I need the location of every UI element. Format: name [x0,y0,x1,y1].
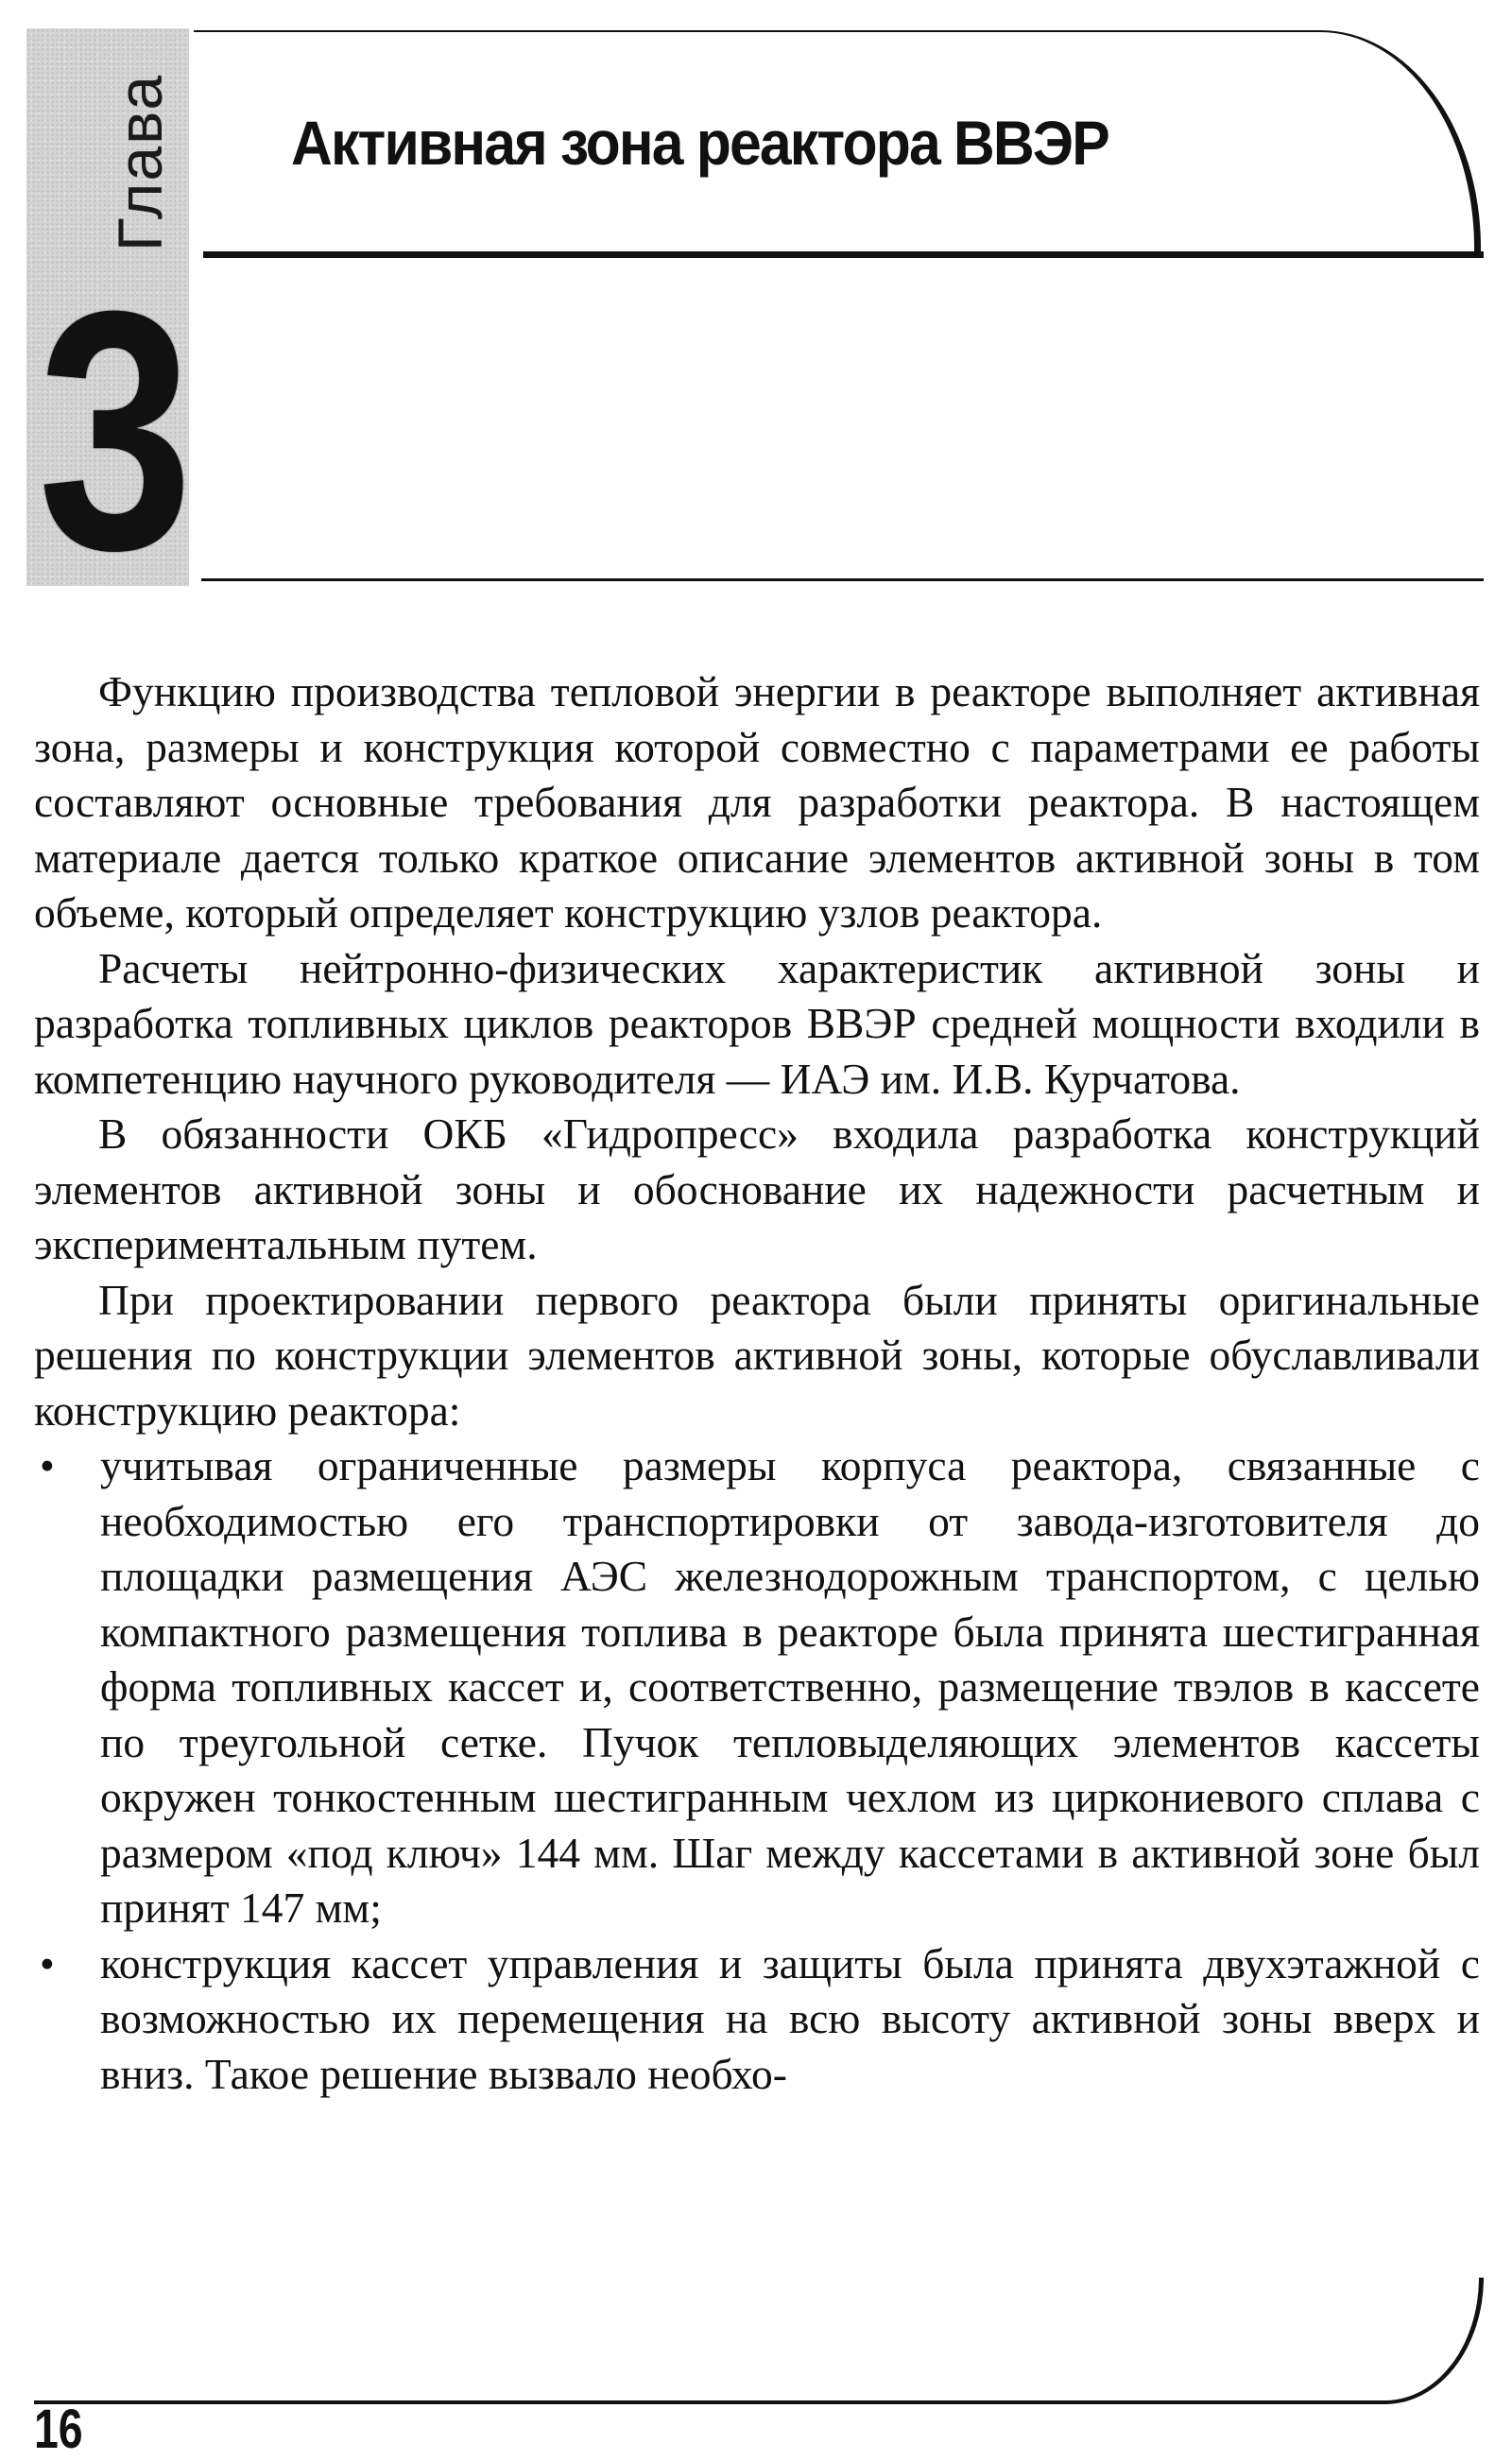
chapter-label: Глава [105,73,175,252]
paragraph: Расчеты нейтронно-физических характеристик активной зоны и разработка топливных циклов реакторов ВВЭР средней мощности входили в компетенцию научного руководителя — ИАЭ им. И.В. Курчатова. [34,943,1480,1103]
chapter-title: Активная зона реактора ВВЭР [291,108,1108,178]
bullet-icon: • [40,1939,55,1987]
list-item [34,1936,1480,2103]
page-number: 16 [34,2399,83,2460]
chapter-number: 3 [38,241,194,621]
paragraph: При проектировании первого реактора были приняты оригинальные решения по конструкции элементов активной зоны, которые обуславливали конструкцию реактора: [34,1275,1480,1435]
body-text [34,664,1480,2102]
header-divider [201,578,1484,581]
list-item-text: учитывая ограниченные размеры корпуса реактора, связанные с необходимостью его транспортировки от завода-изготовителя до площадки размещения АЭС железнодорожным транспортом, с целью компактного размещения топлива в реакторе была принята шестигранная форма топливных кассет и, соответственно, размещение твэлов в кассете по треугольной сетке. Пучок тепловыделяющих элементов кассеты окружен тонкостенным шестигранным чехлом из циркониевого сплава с размером «под ключ» 144 мм. Шаг между кассетами в активной зоне был принят 147 мм; [100,1441,1480,1932]
list-item-text: конструкция кассет управления и защиты была принята двухэтажной с возможностью их перемещения на всю высоту активной зоны вверх и вниз. Такое решение вызвало необхо- [100,1938,1480,2098]
paragraph: В обязанности ОКБ «Гидропресс» входила разработка конструкций элементов активной зоны и обоснование их надежности расчетным и экспериментальным путем. [34,1110,1480,1268]
paragraph: Функцию производства тепловой энергии в реакторе выполняет активная зона, размеры и конструкция которой совместно с параметрами ее работы составляют основные требования для разработки реактора. В настоящем материале дается только краткое описание элементов активной зоны в том объеме, который определяет конструкцию узлов реактора. [34,667,1480,937]
footer-frame [34,2278,1484,2404]
bullet-list [34,1438,1480,2102]
list-item [34,1438,1480,1936]
title-rule [203,251,1484,258]
bullet-icon: • [40,1442,55,1489]
